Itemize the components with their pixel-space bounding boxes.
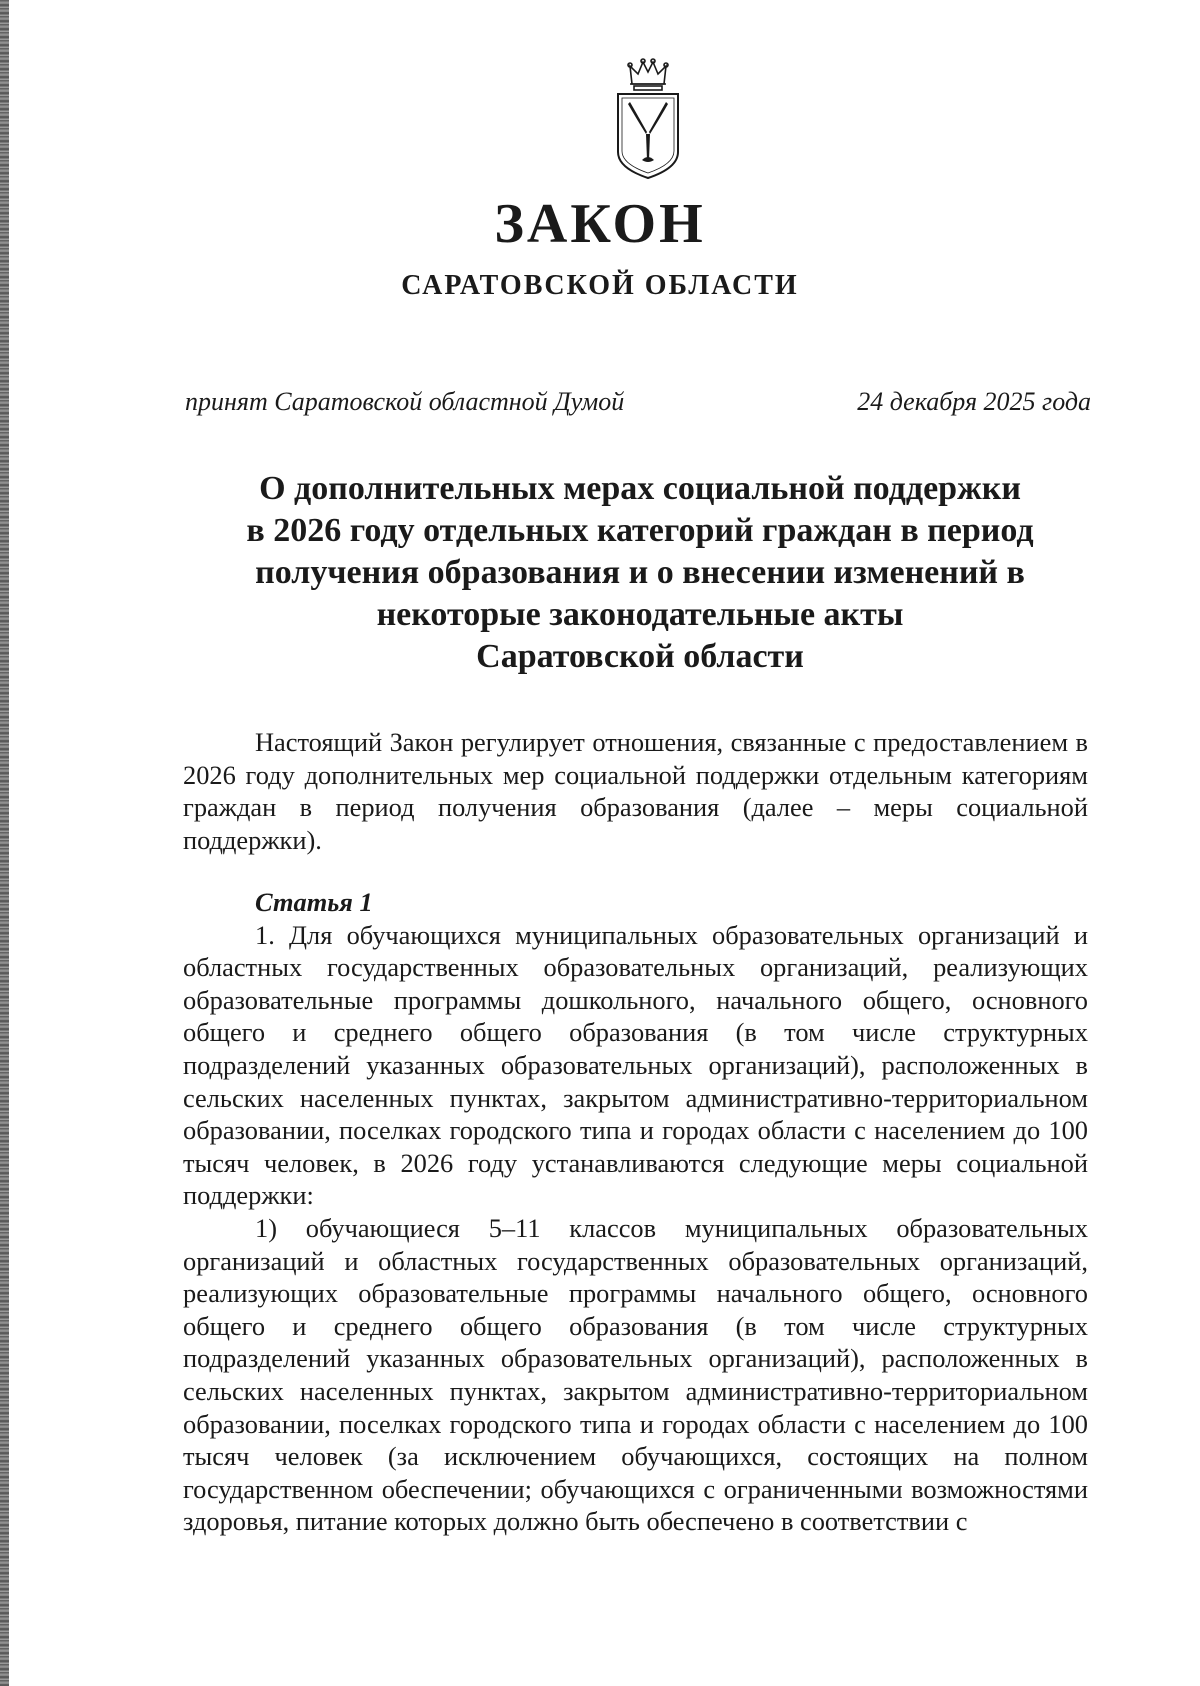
article-1 bbox=[183, 886, 1088, 1538]
adopted-by: принят Саратовской областной Думой bbox=[185, 387, 625, 416]
article-paragraph: 1. Для обучающихся муниципальных образовательных организаций и областных государственных образовательных организаций, реализующих образовательные программы дошкольного, начального общего, основного общего и среднего общего образования (в том числе структурных подразделений указанных образовательных организаций), расположенных в сельских населенных пунктах, закрытом административно-территориальном образовании, поселках городского типа и городах области с населением до 100 тысяч человек, в 2026 году устанавливаются следующие меры социальной поддержки: bbox=[183, 919, 1088, 1211]
saratov-coat-of-arms-icon bbox=[612, 56, 684, 180]
document-title: ЗАКОН bbox=[494, 193, 706, 255]
law-name-line: некоторые законодательные акты bbox=[376, 596, 904, 633]
law-name bbox=[160, 468, 1120, 678]
article-heading: Статья 1 bbox=[255, 887, 373, 917]
document-subtitle: САРАТОВСКОЙ ОБЛАСТИ bbox=[401, 270, 799, 301]
law-name-line: получения образования и о внесении изменений в bbox=[255, 554, 1025, 591]
preamble-paragraph: Настоящий Закон регулирует отношения, связанные с предоставлением в 2026 году дополнительных мер социальной поддержки отдельным категориям граждан в период получения образования (далее – меры социальной поддержки). bbox=[183, 727, 1088, 855]
law-name-line: Саратовской области bbox=[476, 638, 804, 675]
law-name-line: О дополнительных мерах социальной поддержки bbox=[259, 470, 1021, 507]
law-name-line: в 2026 году отдельных категорий граждан в период bbox=[246, 512, 1034, 549]
adoption-date: 24 декабря 2025 года bbox=[857, 387, 1091, 416]
adoption-line bbox=[185, 386, 1091, 417]
scan-edge bbox=[0, 0, 9, 1686]
preamble bbox=[183, 726, 1088, 856]
article-paragraph: 1) обучающиеся 5–11 классов муниципальных образовательных организаций и областных государственных образовательных организаций, реализующих образовательные программы начального общего, основного общего и среднего общего образования (в том числе структурных подразделений указанных образовательных организаций), расположенных в сельских населенных пунктах, закрытом административно-территориальном образовании, поселках городского типа и городах области с населением до 100 тысяч человек (за исключением обучающихся, состоящих на полном государственном обеспечении; обучающихся с ограниченными возможностями здоровья, питание которых должно быть обеспечено в соответствии с bbox=[183, 1212, 1088, 1537]
